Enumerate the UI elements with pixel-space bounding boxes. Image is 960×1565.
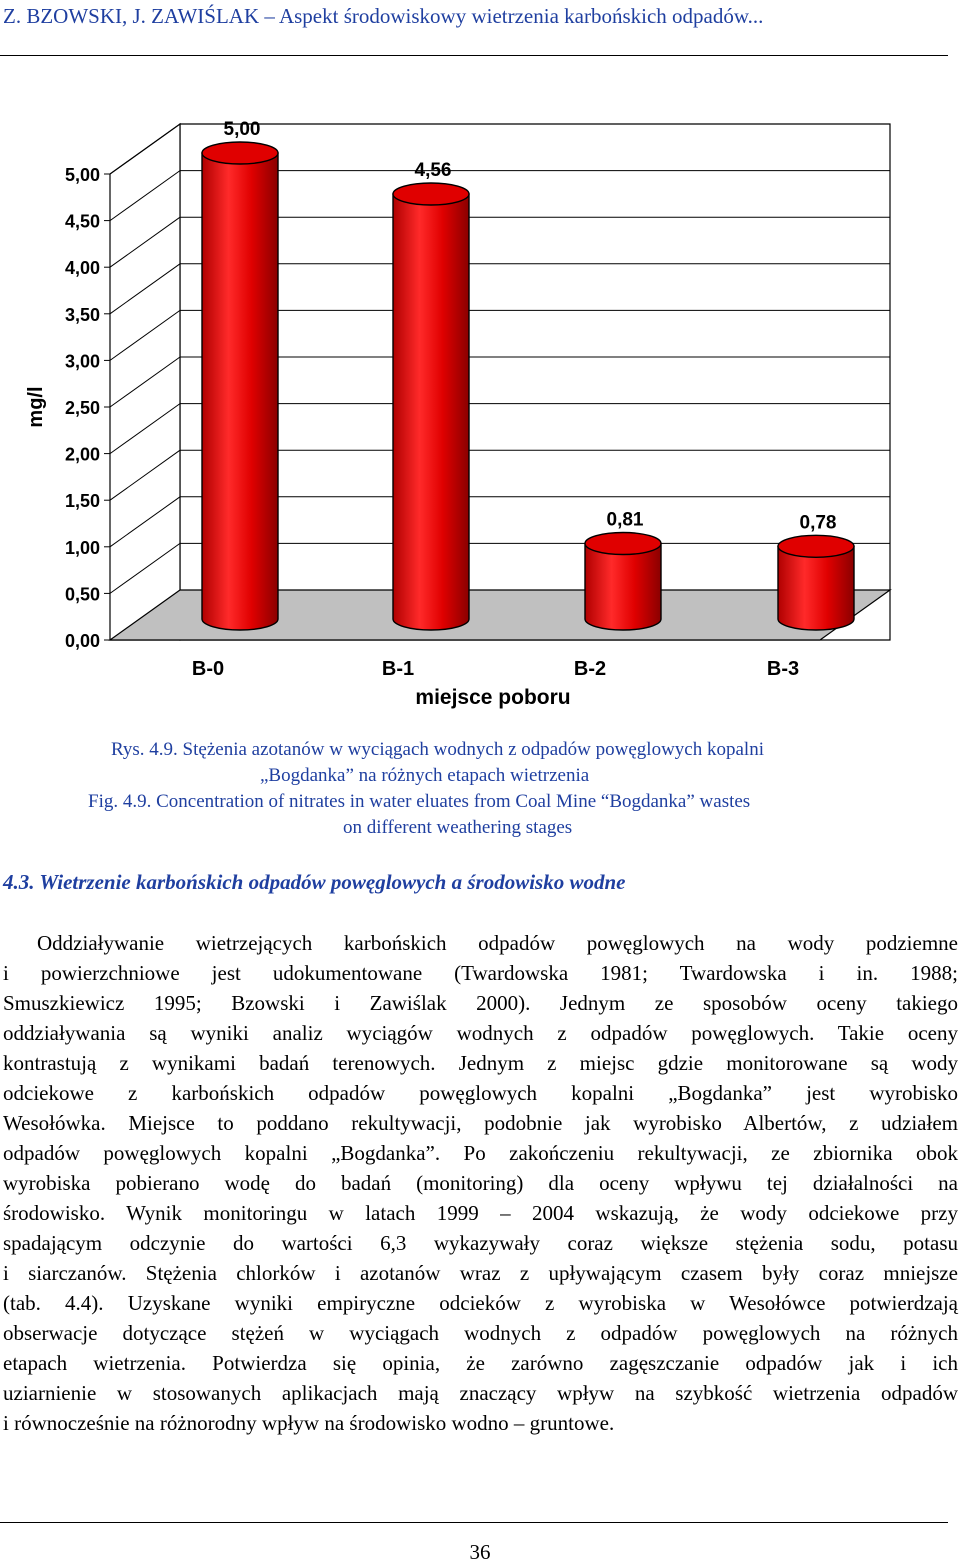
- y-tick-label: 1,00: [64, 537, 100, 558]
- y-tick-label: 2,00: [64, 444, 100, 465]
- x-tick-label: B-1: [381, 658, 415, 680]
- bar-body: [393, 194, 469, 630]
- body-line: spadającym odczynie do wartości 6,3 wykazywały coraz większe stężenia sodu, potasu: [3, 1231, 958, 1255]
- bar-value-label: 0,81: [606, 509, 644, 531]
- body-line: odciekowe z karbońskich odpadów powęglowych kopalni „Bogdanka” jest wyrobisko: [3, 1081, 958, 1105]
- bar-b-2: [585, 533, 661, 630]
- bar-value-label: 5,00: [223, 119, 261, 140]
- bar-top: [778, 535, 854, 557]
- page-number: 36: [469, 1540, 491, 1564]
- caption-pl-line2: „Bogdanka” na różnych etapach wietrzenia: [260, 765, 590, 786]
- body-line: Smuszkiewicz 1995; Bzowski i Zawiślak 2000). Jednym ze sposobów oceny takiego: [3, 991, 958, 1015]
- bar-b-1: [393, 183, 469, 630]
- bar-top: [202, 142, 278, 164]
- body-line: oddziaływania są wyniki analiz wyciągów wodnych z odpadów powęglowych. Takie oceny: [3, 1021, 958, 1045]
- nitrate-bar-chart: [0, 110, 960, 720]
- body-line: i równocześnie na różnorodny wpływ na środowisko wodno – gruntowe.: [3, 1411, 615, 1435]
- x-axis-label: miejsce poboru: [415, 686, 571, 709]
- body-line: uziarnienie w stosowanych aplikacjach mają znaczący wpływ na szybkość wietrzenia odpadów: [3, 1381, 958, 1405]
- bar-body: [585, 544, 661, 630]
- running-header: Z. BZOWSKI, J. ZAWIŚLAK – Aspekt środowiskowy wietrzenia karbońskich odpadów...: [3, 4, 764, 28]
- y-tick-label: 3,50: [64, 304, 100, 325]
- body-line: Oddziaływanie wietrzejących karbońskich odpadów powęglowych na wody podziemne: [37, 931, 958, 955]
- caption-en-line1: Fig. 4.9. Concentration of nitrates in water eluates from Coal Mine “Bogdanka” wastes: [88, 791, 751, 812]
- y-tick-label: 5,00: [64, 165, 100, 185]
- bar-value-label: 0,78: [799, 512, 837, 534]
- body-line: i powierzchniowe jest udokumentowane (Twardowska 1981; Twardowska i in. 1988;: [3, 961, 958, 985]
- y-tick-label: 0,00: [64, 631, 100, 651]
- body-line: Wesołówka. Miejsce to poddano rekultywacji, podobnie jak wyrobisko Albertów, z udziałem: [3, 1111, 958, 1135]
- header-rule: [0, 55, 948, 56]
- bar-body: [778, 546, 854, 630]
- body-line: środowisko. Wynik monitoringu w latach 1999 – 2004 wskazują, że wody odciekowe przy: [3, 1201, 958, 1225]
- y-tick-label: 1,50: [64, 491, 100, 512]
- x-tick-label: B-3: [766, 658, 800, 680]
- y-tick-label: 3,00: [64, 351, 100, 372]
- body-line: obserwacje dotyczące stężeń w wyciągach wodnych z odpadów powęglowych na różnych: [3, 1321, 958, 1345]
- footer-rule: [0, 1522, 948, 1523]
- section-heading: 4.3. Wietrzenie karbońskich odpadów powęglowych a środowisko wodne: [3, 870, 626, 894]
- body-line: kontrastują z wynikami badań terenowych. Jednym z miejsc gdzie monitorowane są wody: [3, 1051, 958, 1075]
- body-line: (tab. 4.4). Uzyskane wyniki empiryczne odcieków z wyrobiska w Wesołówce potwierdzają: [3, 1291, 958, 1315]
- body-line: wyrobiska pobierano wodę do badań (monitoring) dla oceny wpływu tej działalności na: [3, 1171, 958, 1195]
- body-line: i siarczanów. Stężenia chlorków i azotanów wraz z upływającym czasem były coraz mniejsze: [3, 1261, 958, 1285]
- bar-b-3: [778, 535, 854, 630]
- y-tick-label: 0,50: [64, 584, 100, 605]
- y-tick-label: 4,50: [64, 211, 100, 232]
- body-paragraph: [3, 928, 958, 1438]
- bar-value-label: 4,56: [414, 160, 452, 182]
- bar-body: [202, 153, 278, 630]
- body-line: odpadów powęglowych kopalni „Bogdanka”. Po zakończeniu rekultywacji, ze zbiornika obok: [3, 1141, 958, 1165]
- x-tick-label: B-2: [573, 658, 607, 680]
- bar-top: [393, 183, 469, 205]
- caption-en-line2: on different weathering stages: [343, 817, 573, 838]
- bar-b-0: [202, 142, 278, 630]
- caption-pl-line1: Rys. 4.9. Stężenia azotanów w wyciągach wodnych z odpadów powęglowych kopalni: [111, 739, 764, 760]
- y-tick-label: 2,50: [64, 398, 100, 418]
- body-line: etapach wietrzenia. Potwierdza się opinia, że zarówno zagęszczanie odpadów jak i ich: [3, 1351, 958, 1375]
- x-tick-label: B-0: [191, 658, 225, 680]
- bar-top: [585, 533, 661, 555]
- y-tick-label: 4,00: [64, 258, 100, 279]
- y-axis-label: mg/l: [25, 386, 47, 428]
